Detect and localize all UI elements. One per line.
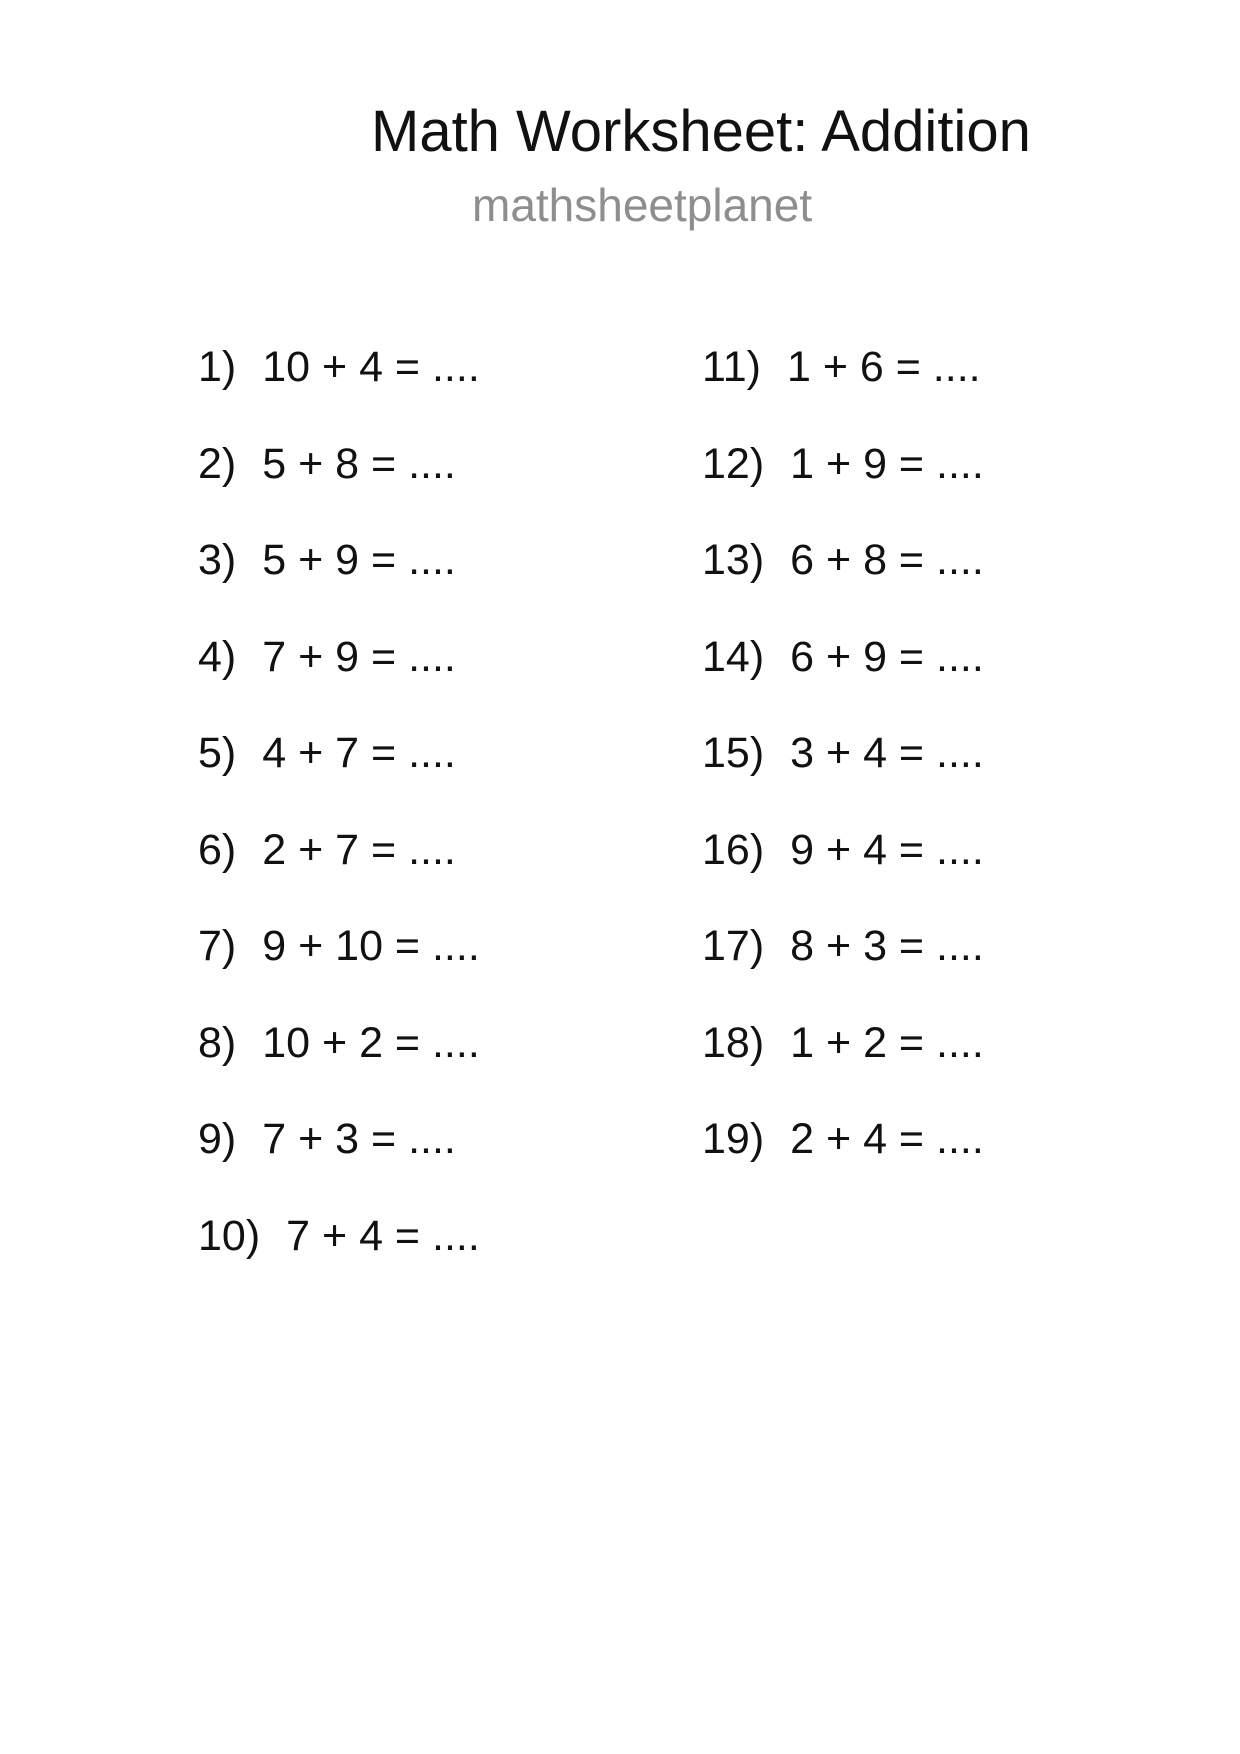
problem-number: 19) (702, 1115, 765, 1163)
problem-expression: 7 + 3 = .... (262, 1115, 456, 1163)
problem-number: 12) (702, 439, 765, 488)
problem-row (198, 512, 480, 609)
problem-row (702, 416, 984, 513)
problem-expression: 9 + 10 = .... (262, 922, 480, 970)
problem-number: 5) (198, 729, 237, 777)
problem-number: 11) (702, 343, 761, 391)
problem-row (198, 995, 480, 1092)
problem-row (702, 512, 984, 609)
problem-expression: 10 + 2 = .... (262, 1018, 480, 1067)
problem-expression: 1 + 2 = .... (790, 1018, 984, 1067)
worksheet-subtitle: mathsheetplanet (472, 179, 813, 231)
problem-row (198, 705, 480, 802)
problem-row (702, 898, 984, 995)
problem-number: 17) (702, 922, 765, 970)
problem-expression: 2 + 7 = .... (262, 825, 456, 874)
problem-row (198, 1188, 480, 1285)
problem-expression: 1 + 9 = .... (790, 439, 984, 488)
problem-expression: 6 + 9 = .... (790, 632, 984, 681)
problem-expression: 8 + 3 = .... (790, 922, 984, 970)
problem-expression: 7 + 9 = .... (262, 632, 456, 681)
problem-row (702, 705, 984, 802)
problem-expression: 9 + 4 = .... (790, 825, 984, 874)
problem-number: 2) (198, 439, 237, 488)
problem-row (702, 319, 984, 416)
problem-number: 15) (702, 729, 765, 777)
problem-expression: 6 + 8 = .... (790, 536, 984, 584)
problem-number: 8) (198, 1018, 237, 1067)
problem-row (702, 609, 984, 706)
problem-expression: 4 + 7 = .... (262, 729, 456, 777)
problems-right-column (702, 319, 984, 1188)
problem-number: 13) (702, 536, 765, 584)
problem-number: 16) (702, 825, 765, 874)
problem-expression: 2 + 4 = .... (790, 1115, 984, 1163)
problem-row (198, 898, 480, 995)
problems-left-column (198, 319, 480, 1284)
problem-row (702, 995, 984, 1092)
problem-number: 7) (198, 922, 237, 970)
problem-expression: 7 + 4 = .... (286, 1211, 480, 1260)
problem-number: 4) (198, 632, 237, 681)
problem-expression: 5 + 8 = .... (262, 439, 456, 488)
problem-expression: 5 + 9 = .... (262, 536, 456, 584)
problem-expression: 1 + 6 = .... (786, 343, 981, 391)
problem-number: 1) (198, 343, 237, 391)
problem-row (198, 802, 480, 899)
problem-number: 14) (702, 632, 765, 681)
problem-number: 6) (198, 825, 237, 874)
problem-expression: 10 + 4 = .... (262, 343, 480, 391)
problem-number: 18) (702, 1018, 765, 1067)
problem-number: 10) (198, 1211, 261, 1260)
problem-row (198, 319, 480, 416)
problem-number: 9) (198, 1115, 237, 1163)
problem-expression: 3 + 4 = .... (790, 729, 984, 777)
worksheet-title: Math Worksheet: Addition (371, 99, 1031, 164)
problem-number: 3) (198, 536, 237, 584)
problem-row (702, 1091, 984, 1188)
problem-row (702, 802, 984, 899)
problem-row (198, 416, 480, 513)
problem-row (198, 609, 480, 706)
problem-row (198, 1091, 480, 1188)
